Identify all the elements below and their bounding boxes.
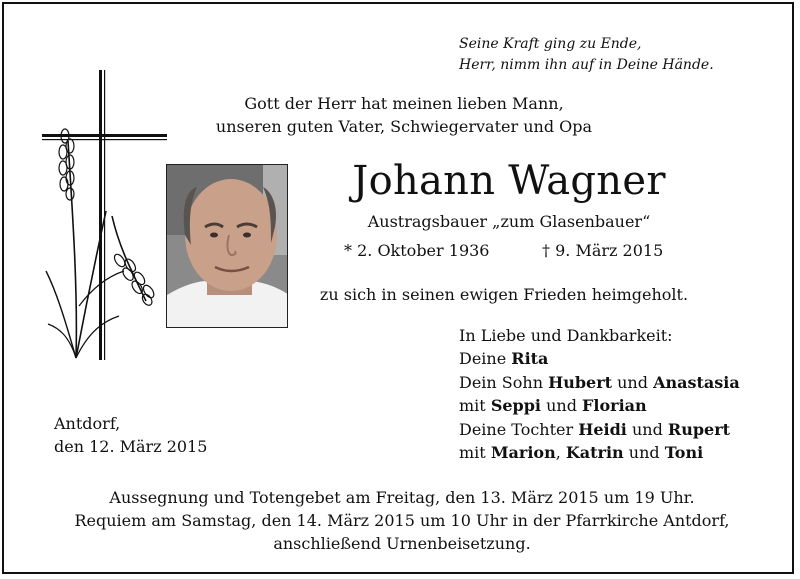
service-line-1: Aussegnung und Totengebet am Freitag, den 13. März 2015 um 19 Uhr. (109, 488, 695, 507)
service-line-3: anschließend Urnenbeisetzung. (273, 534, 531, 553)
death-date: † 9. März 2015 (542, 241, 664, 260)
obituary-card (2, 2, 794, 574)
verse-line-2: Herr, nimm ihn auf in Deine Hände. (459, 57, 714, 73)
family-line: mit Seppi und Florian (459, 396, 647, 416)
peace-line: zu sich in seinen ewigen Frieden heimgeholt. (319, 285, 689, 304)
cross-with-wheat-icon (34, 66, 174, 370)
family-line: Dein Sohn Hubert und Anastasia (459, 372, 740, 392)
service-line-2: Requiem am Samstag, den 14. März 2015 um 10 Uhr in der Pfarrkirche Antdorf, (74, 511, 730, 530)
family-list (459, 324, 740, 464)
verse (459, 34, 714, 76)
family-intro: In Liebe und Dankbarkeit: (459, 326, 673, 345)
family-line: Deine Tochter Heidi und Rupert (459, 419, 731, 439)
place-town: Antdorf, (54, 414, 121, 433)
family-line: Deine Rita (459, 349, 549, 369)
verse-line-1: Seine Kraft ging zu Ende, (459, 36, 642, 52)
intro-line-1: Gott der Herr hat meinen lieben Mann, (244, 94, 564, 113)
place-date (54, 412, 207, 458)
place-date-text: den 12. März 2015 (54, 437, 208, 456)
intro-line-2: unseren guten Vater, Schwiegervater und Opa (215, 117, 593, 136)
deceased-subtitle: Austragsbauer „zum Glasenbauer“ (367, 212, 651, 231)
deceased-name: Johann Wagner (352, 158, 666, 204)
portrait-photo (166, 164, 288, 328)
family-line: mit Marion, Katrin und Toni (459, 443, 704, 463)
birth-date: * 2. Oktober 1936 (344, 241, 490, 260)
intro-text (154, 92, 654, 138)
service-info (24, 486, 780, 555)
